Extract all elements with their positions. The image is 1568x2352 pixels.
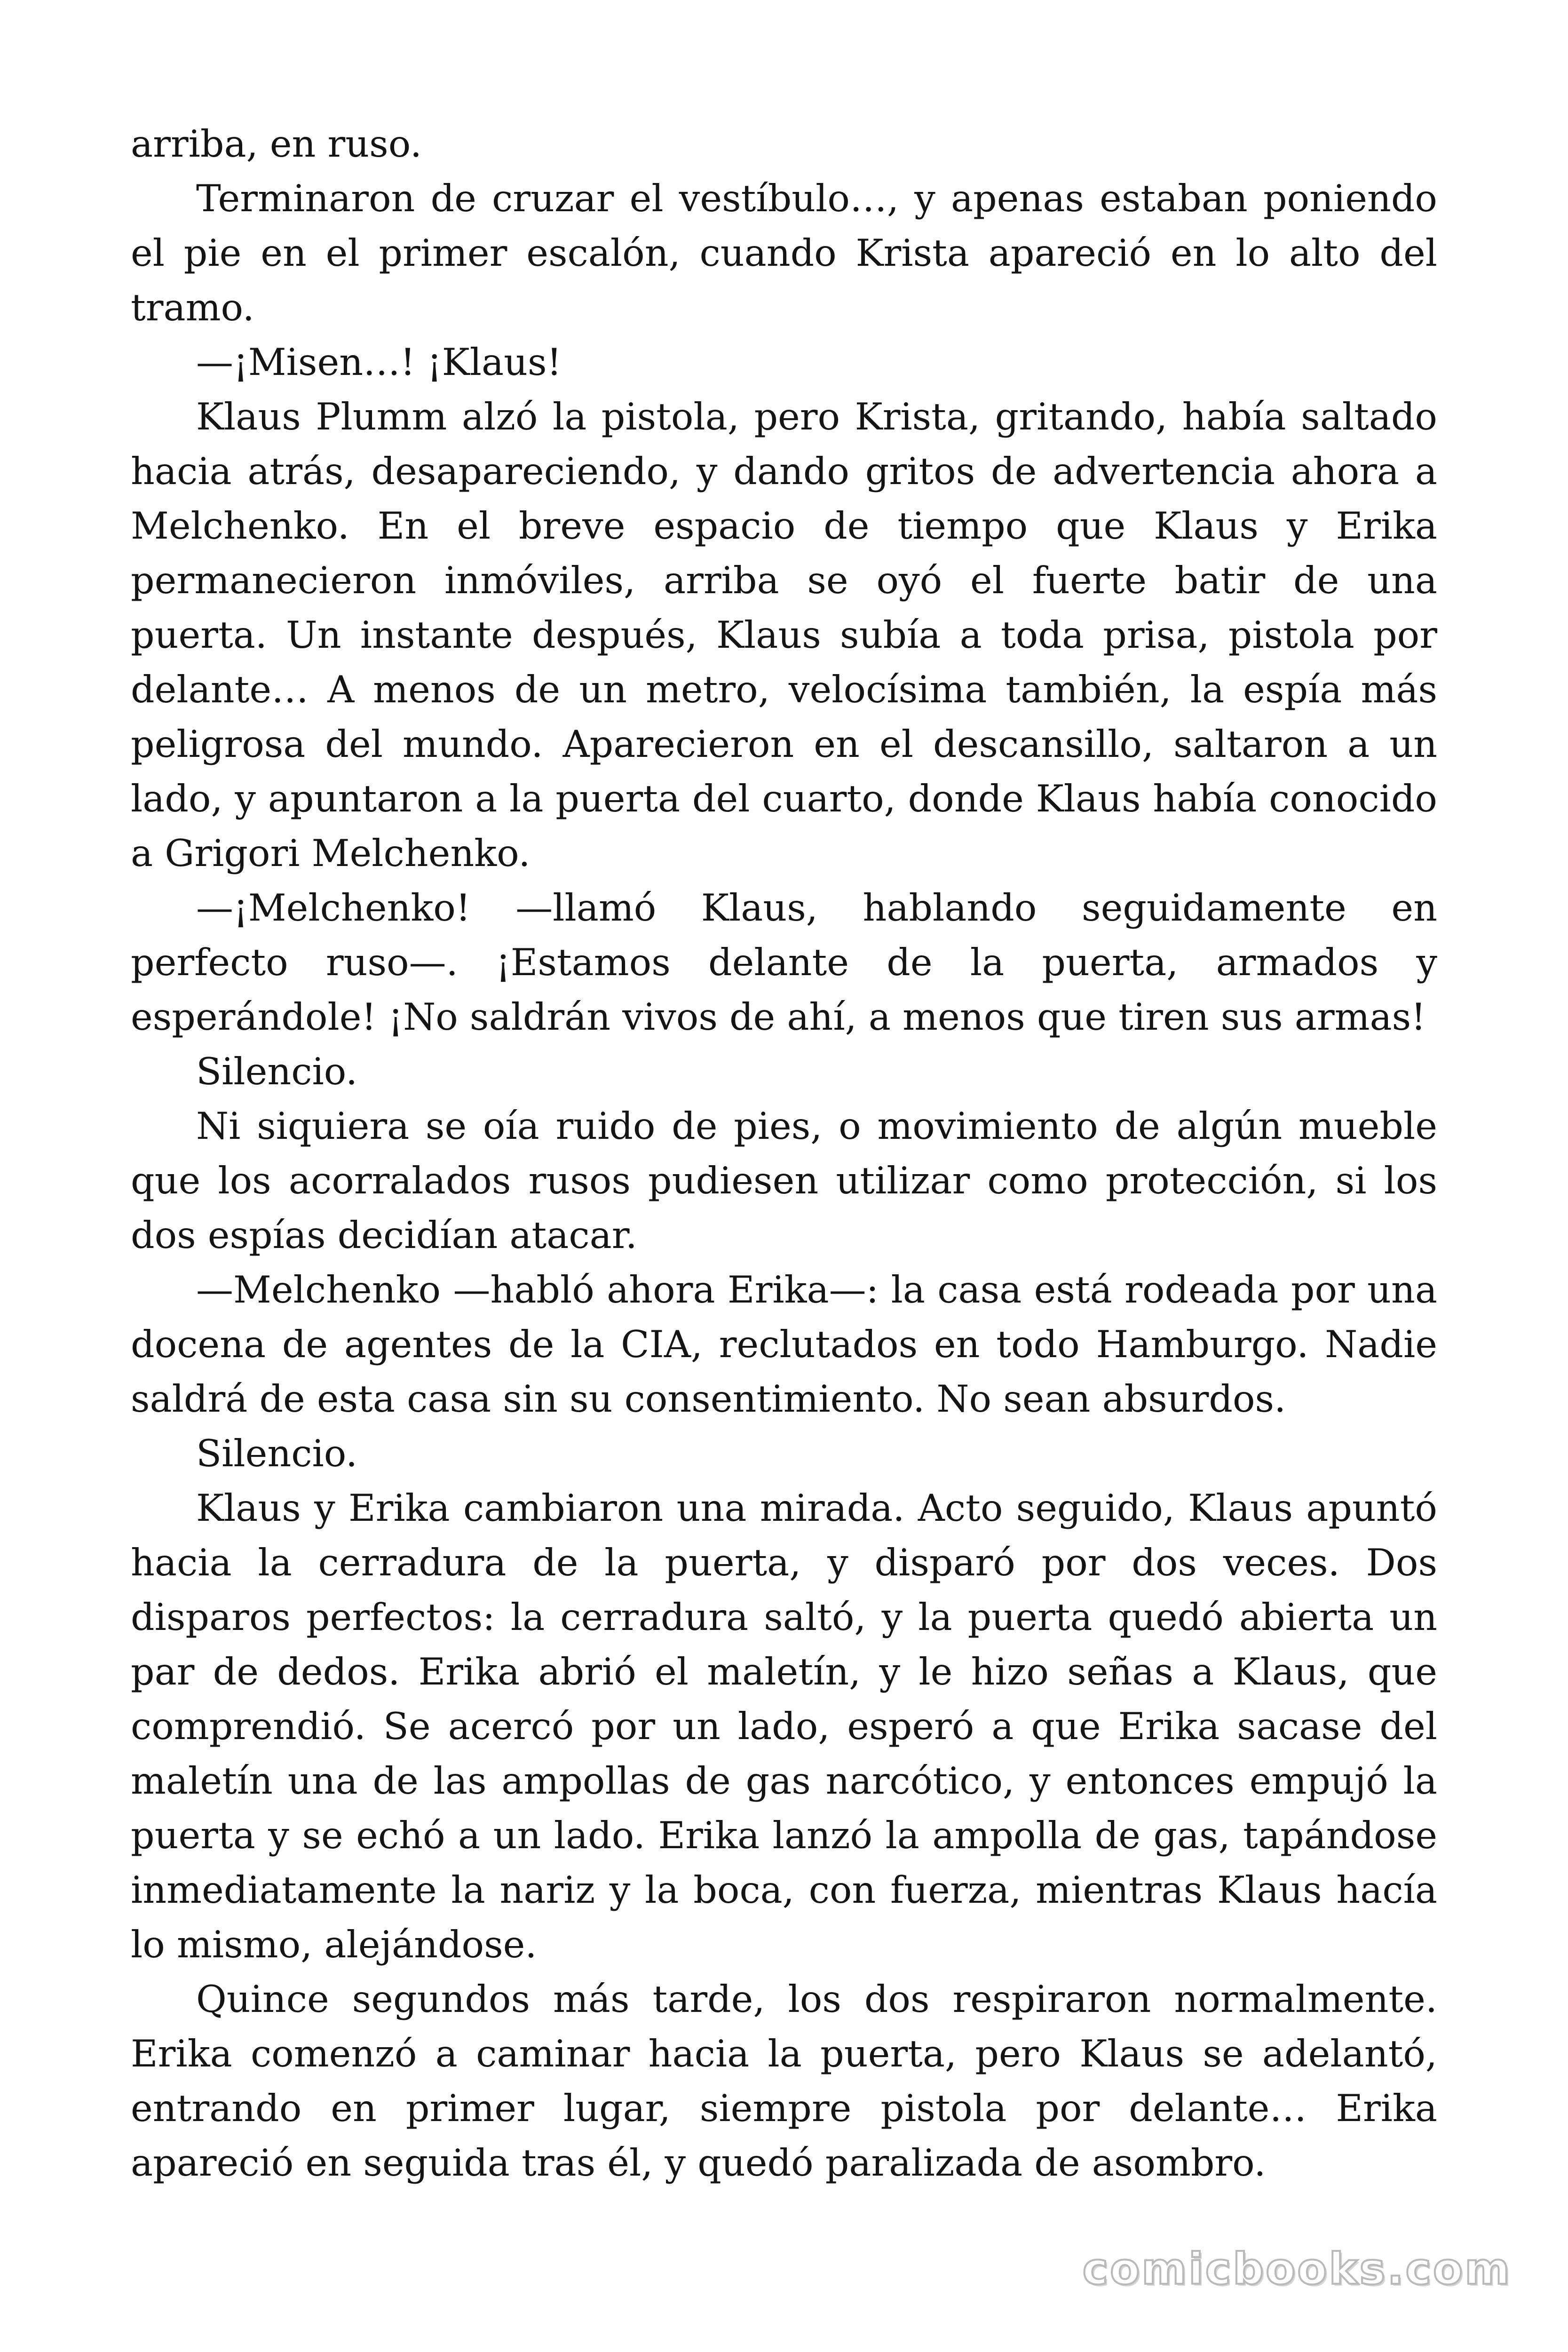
paragraph: Silencio. xyxy=(196,1050,358,1093)
page-text xyxy=(131,117,1437,2190)
watermark-text: comicbooks.com xyxy=(1082,2244,1512,2294)
paragraph: Klaus Plumm alzó la pistola, pero Krista, gritando, había saltado hacia atrás, desapareciendo, y dando gritos de advertencia ahora a Melchenko. En el breve espacio de tiempo que Klaus y Erika permanecieron inmóviles, arriba se oyó el fuerte batir de una puerta. Un instante después, Klaus subía a toda prisa, pistola por delante… A menos de un metro, velocísima también, la espía más peligrosa del mundo. Aparecieron en el descansillo, saltaron a un lado, y apuntaron a la puerta del cuarto, donde Klaus había conocido a Grigori Melchenko. xyxy=(131,395,1437,875)
paragraph: Ni siquiera se oía ruido de pies, o movimiento de algún mueble que los acorralados rusos pudiesen utilizar como protección, si los dos espías decidían atacar. xyxy=(131,1104,1437,1257)
paragraph-continuation: arriba, en ruso. xyxy=(131,122,422,166)
paragraph: Silencio. xyxy=(196,1432,358,1475)
dialogue-paragraph: —¡Misen…! ¡Klaus! xyxy=(196,341,562,384)
paragraph: Klaus y Erika cambiaron una mirada. Acto seguido, Klaus apuntó hacia la cerradura de la puerta, y disparó por dos veces. Dos disparos perfectos: la cerradura saltó, y la puerta quedó abierta un par de dedos. Erika abrió el maletín, y le hizo señas a Klaus, que comprendió. Se acercó por un lado, esperó a que Erika sacase del maletín una de las ampollas de gas narcótico, y entonces empujó la puerta y se echó a un lado. Erika lanzó la ampolla de gas, tapándose inmediatamente la nariz y la boca, con fuerza, mientras Klaus hacía lo mismo, alejándose. xyxy=(131,1486,1437,1966)
dialogue-paragraph: —¡Melchenko! —llamó Klaus, hablando seguidamente en perfecto ruso—. ¡Estamos delante de la puerta, armados y esperándole! ¡No saldrán vivos de ahí, a menos que tiren sus armas! xyxy=(131,886,1437,1039)
paragraph: Quince segundos más tarde, los dos respiraron normalmente. Erika comenzó a caminar hacia la puerta, pero Klaus se adelantó, entrando en primer lugar, siempre pistola por delante… Erika apareció en seguida tras él, y quedó paralizada de asombro. xyxy=(131,1978,1437,2185)
paragraph: Terminaron de cruzar el vestíbulo…, y apenas estaban poniendo el pie en el primer escalón, cuando Krista apareció en lo alto del tramo. xyxy=(131,177,1437,329)
dialogue-paragraph: —Melchenko —habló ahora Erika—: la casa está rodeada por una docena de agentes de la CIA, reclutados en todo Hamburgo. Nadie saldrá de esta casa sin su consentimiento. No sean absurdos. xyxy=(131,1268,1437,1421)
